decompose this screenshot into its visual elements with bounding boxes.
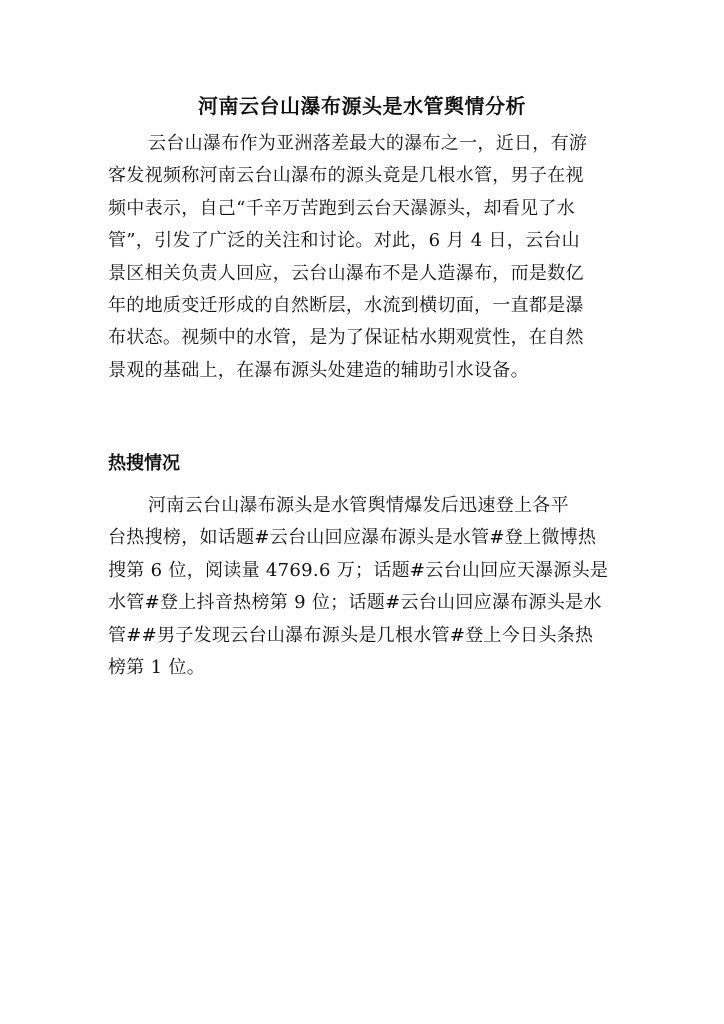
paragraph-line: 管##男子发现云台山瀑布源头是几根水管#登上今日头条热 <box>108 624 594 646</box>
paragraph-line: 管”，引发了广泛的关注和讨论。对此，6 月 4 日，云台山 <box>108 230 580 252</box>
document-title: 河南云台山瀑布源头是水管舆情分析 <box>198 94 526 118</box>
paragraph-line: 景区相关负责人回应，云台山瀑布不是人造瀑布，而是数亿 <box>108 262 584 284</box>
paragraph-line: 布状态。视频中的水管，是为了保证枯水期观赏性，在自然 <box>108 327 584 349</box>
paragraph-line: 云台山瀑布作为亚洲落差最大的瀑布之一，近日，有游 <box>148 133 588 154</box>
paragraph-line: 台热搜榜，如话题#云台山回应瀑布源头是水管#登上微博热 <box>108 527 597 549</box>
paragraph-line: 景观的基础上，在瀑布源头处建造的辅助引水设备。 <box>108 359 529 381</box>
hot-search-paragraph <box>108 490 616 684</box>
paragraph-line: 年的地质变迁形成的自然断层，水流到横切面，一直都是瀑 <box>108 295 584 317</box>
paragraph-line: 搜第 6 位，阅读量 4769.6 万；话题#云台山回应天瀑源头是 <box>108 559 609 581</box>
paragraph-line: 频中表示，自己“千辛万苦跑到云台天瀑源头，却看见了水 <box>108 197 575 219</box>
paragraph-line: 水管#登上抖音热榜第 9 位；话题#云台山回应瀑布源头是水 <box>108 592 602 614</box>
paragraph-line: 客发视频称河南云台山瀑布的源头竟是几根水管，男子在视 <box>108 165 584 187</box>
paragraph-line: 河南云台山瀑布源头是水管舆情爆发后迅速登上各平 <box>148 495 569 516</box>
paragraph-line: 榜第 1 位。 <box>108 657 205 679</box>
intro-paragraph <box>108 128 616 387</box>
section-heading: 热搜情况 <box>108 453 180 474</box>
